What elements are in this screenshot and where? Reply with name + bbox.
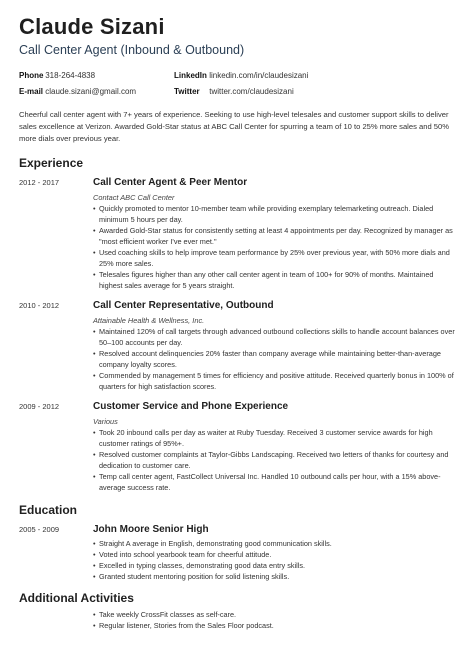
- bullet-item: • Telesales figures higher than any other call center agent in team of 100+ for 90% of months. Maintained highest sales average for 5 years straight.: [93, 269, 455, 291]
- bullet-item: • Temp call center agent, FastCollect Universal Inc. Handled 10 outbound calls per hour, with a 15% above-average success rate.: [93, 471, 455, 493]
- entry-bullets: [93, 326, 455, 392]
- entry-dates: 2012 - 2017: [19, 177, 60, 187]
- entry-dates: 2009 - 2012: [19, 401, 60, 411]
- candidate-title: Call Center Agent (Inbound & Outbound): [19, 43, 245, 57]
- bullet-item: • Maintained 120% of call targets through advanced outbound collections skills to handle account balances over 50–100 accounts per day.: [93, 326, 455, 348]
- entry-bullets: [93, 203, 455, 291]
- bullet-item: • Awarded Gold-Star status for consistently setting at least 4 appointments per day. Recognized by manager as "most efficient worker I've ever met.": [93, 225, 455, 247]
- twitter-value[interactable]: twitter.com/claudesizani: [209, 87, 294, 96]
- experience-entry: [19, 176, 455, 291]
- phone-row: [19, 70, 95, 82]
- candidate-name: Claude Sizani: [19, 14, 165, 39]
- activities-bullets: [93, 609, 455, 631]
- bullet-item: • Resolved customer complaints at Taylor-Gibbs Landscaping. Received two letters of thanks for courtesy and dedication to customer care.: [93, 449, 455, 471]
- education-heading: Education: [19, 502, 78, 517]
- email-label: E-mail: [19, 87, 44, 96]
- entry-dates: 2005 - 2009: [19, 524, 60, 534]
- summary-text: Cheerful call center agent with 7+ years of experience. Seeking to use high-level telesales and customer support skills to deliver sales excellence at Verizon. Awarded Gold-Star status at ABC Call Center for spurring a team of 10 to 25% more sales and 50% more dials over previous year.: [19, 110, 449, 144]
- resume-page: [19, 14, 455, 631]
- contact-info: [19, 70, 455, 104]
- entry-company: Various: [93, 416, 118, 426]
- education-entry: [19, 523, 455, 582]
- phone-label: Phone: [19, 71, 44, 80]
- twitter-row: [174, 86, 294, 98]
- entry-company: Contact ABC Call Center: [93, 192, 175, 202]
- bullet-item: • Resolved account delinquencies 20% faster than company average while maintaining better-than-average company loyalty scores.: [93, 348, 455, 370]
- bullet-item: • Quickly promoted to mentor 10-member team while providing exemplary telemarketing outreach. Dialed minimum 5 hours per day.: [93, 203, 455, 225]
- bullet-item: • Voted into school yearbook team for cheerful attitude.: [93, 549, 455, 560]
- entry-dates: 2010 - 2012: [19, 300, 60, 310]
- bullet-item: • Regular listener, Stories from the Sales Floor podcast.: [93, 620, 455, 631]
- linkedin-value[interactable]: linkedin.com/in/claudesizani: [209, 71, 309, 80]
- entry-school: John Moore Senior High: [93, 523, 209, 535]
- linkedin-row: [174, 70, 308, 82]
- entry-role: Customer Service and Phone Experience: [93, 400, 289, 412]
- bullet-item: • Straight A average in English, demonstrating good communication skills.: [93, 538, 455, 549]
- linkedin-label: LinkedIn: [174, 71, 207, 80]
- experience-heading: Experience: [19, 155, 84, 170]
- email-value[interactable]: claude.sizani@gmail.com: [45, 87, 137, 96]
- experience-entry: [19, 400, 455, 493]
- experience-entry: [19, 299, 455, 392]
- entry-bullets: [93, 538, 455, 582]
- activities-entry: [19, 609, 455, 631]
- entry-bullets: [93, 427, 455, 493]
- phone-value[interactable]: 318-264-4838: [45, 71, 96, 80]
- entry-company: Attainable Health & Wellness, Inc.: [93, 315, 205, 325]
- bullet-item: • Excelled in typing classes, demonstrating good data entry skills.: [93, 560, 455, 571]
- entry-role: Call Center Agent & Peer Mentor: [93, 176, 248, 188]
- activities-heading: Additional Activities: [19, 590, 134, 605]
- bullet-item: • Commended by management 5 times for efficiency and positive attitude. Received quarterly bonus in 100% of quarters for high satisfaction scores.: [93, 370, 455, 392]
- bullet-item: • Took 20 inbound calls per day as waiter at Ruby Tuesday. Received 3 customer service awards for high customer ratings of 95%+.: [93, 427, 455, 449]
- entry-role: Call Center Representative, Outbound: [93, 299, 274, 311]
- bullet-item: • Used coaching skills to help improve team performance by 25% over previous year, with 50% more dials and 25% more sales.: [93, 247, 455, 269]
- bullet-item: • Take weekly CrossFit classes as self-care.: [93, 609, 455, 620]
- twitter-label: Twitter: [174, 87, 200, 96]
- bullet-item: • Granted student mentoring position for solid listening skills.: [93, 571, 455, 582]
- email-row: [19, 86, 136, 98]
